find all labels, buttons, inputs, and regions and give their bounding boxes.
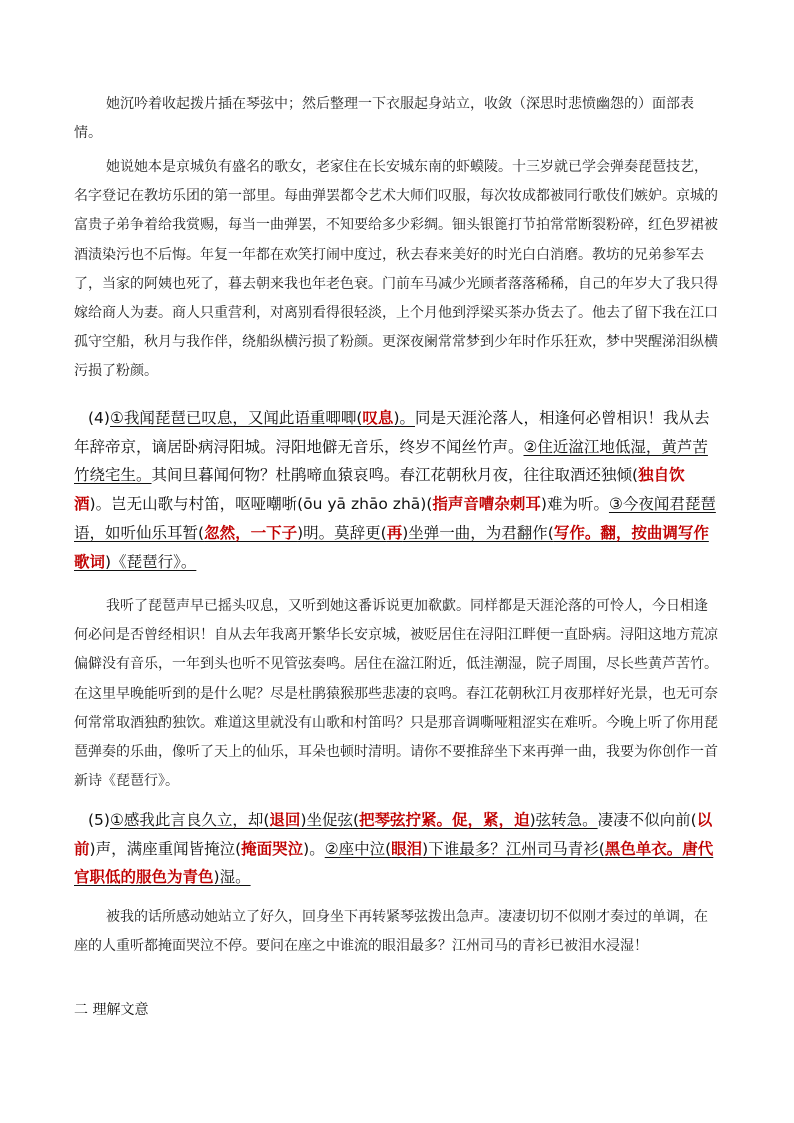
annotation: 退回 — [269, 811, 301, 829]
annotation: 再 — [386, 523, 403, 542]
translation-paragraph-2: 她说她本是京城负有盛名的歌女，老家住在长安城东南的虾蟆陵。十三岁就已学会弹奏琵琶技艺，名字登记在教坊乐团的第一部里。每曲弹罢都令艺术大师们叹服，每次妆成都被同行歌伎们嫉妒。京城的富贵子弟争着给我赏赐，每当一曲弹罢，不知要给多少彩绸。钿头银篦打节拍常常断裂粉碎，红色罗裙被酒渍染污也不后悔。年复一年都在欢笑打闹中度过，秋去春来美好的时光白白消磨。教坊的兄弟参军去了，当家的阿姨也死了，暮去朝来我也年老色衰。门前车马减少光顾者落落稀稀，自己的年岁大了我只得嫁给商人为妻。商人只重营利，对离别看得很轻淡，上个月他到浮梁买茶办货去了。他去了留下我在江口孤守空船，秋月与我作伴，绕船纵横污损了粉颜。更深夜阑常常梦到少年时作乐狂欢，梦中哭醒涕泪纵横污损了粉颜。 — [74, 159, 718, 380]
annotation: 写作。翻，按曲调写作歌词 — [74, 523, 709, 571]
section-heading: 二 理解文意 — [74, 1002, 149, 1018]
annotation: 指声音嘈杂刺耳 — [432, 495, 541, 514]
annotation: 把琴弦拧紧。促，紧，迫 — [359, 811, 530, 829]
underlined-sentence: ①我闻琵琶已叹息，又闻此语重唧唧(叹息)。 — [109, 409, 415, 427]
annotation: 眼泪 — [391, 839, 423, 858]
annotation: 独自饮酒 — [74, 466, 685, 514]
paragraph-number: (4) — [88, 409, 110, 427]
translation-paragraph-4: 被我的话所感动她站立了好久，回身坐下再转紧琴弦拨出急声。凄凄切切不似刚才奏过的单调，在座的人重听都掩面哭泣不停。要问在座之中谁流的眼泪最多？江州司马的青衫已被泪水浸湿！ — [74, 909, 708, 955]
annotation: 以前 — [74, 811, 713, 858]
underlined-sentence: ②住近湓江地低湿，黄芦苦竹绕宅生。 — [74, 437, 708, 485]
translation-paragraph-3: 我听了琵琶声早已摇头叹息，又听到她这番诉说更加欷歔。同样都是天涯沦落的可怜人，今日相逢何必问是否曾经相识！自从去年我离开繁华长安京城，被贬居住在浔阳江畔便一直卧病。浔阳这地方荒凉偏僻没有音乐，一年到头也听不见管弦奏鸣。居住在湓江附近，低洼潮湿，院子周围，尽长些黄芦苦竹。在这里早晚能听到的是什么呢？尽是杜鹃猿猴那些悲凄的哀鸣。春江花朝秋江月夜那样好光景，也无可奈何常常取酒独酌独饮。难道这里就没有山歌和村笛吗？只是那音调嘶哑粗涩实在难听。今晚上听了你用琵琶弹奏的乐曲，像听了天上的仙乐，耳朵也顿时清明。请你不要推辞坐下来再弹一曲，我要为你创作一首新诗《琵琶行》。 — [74, 598, 718, 790]
annotation: 黑色单衣。唐代官职低的服色为青色 — [74, 839, 714, 887]
underlined-sentence: ③今夜闻君琵琶语，如听仙乐耳暂(忽然，一下子)明。莫辞更(再)坐弹一曲，为君翻作(写作。翻，按曲调写作歌词)《琵琶行》。 — [74, 495, 716, 571]
underlined-sentence: ①感我此言良久立，却(退回)坐促弦(把琴弦拧紧。促，紧，迫)弦转急。 — [109, 811, 598, 829]
original-paragraph-4: (4)①我闻琵琶已叹息，又闻此语重唧唧(叹息)。同是天涯沦落人，相逢何必曾相识！我从去年辞帝京，谪居卧病浔阳城。浔阳地僻无音乐，终岁不闻丝竹声。②住近湓江地低湿，黄芦苦竹绕宅生。其间旦暮闻何物？杜鹃啼血猿哀鸣。春江花朝秋月夜，往往取酒还独倾(独自饮酒)。岂无山歌与村笛，呕哑嘲哳(ōu yā zhāo zhā)(指声音嘈杂刺耳)难为听。③今夜闻君琵琶语，如听仙乐耳暂(忽然，一下子)明。莫辞更(再)坐弹一曲，为君翻作(写作。翻，按曲调写作歌词)《琵琶行》。 — [74, 409, 716, 571]
annotation: 忽然，一下子 — [204, 523, 298, 542]
annotation: 叹息 — [362, 409, 394, 427]
paragraph-number: (5) — [88, 811, 110, 829]
translation-paragraph-1: 她沉吟着收起拨片插在琴弦中；然后整理一下衣服起身站立，收敛（深思时悲愤幽怨的）面部表情。 — [74, 96, 694, 142]
annotation: 掩面哭泣 — [241, 839, 304, 858]
underlined-sentence: ②座中泣(眼泪)下谁最多？江州司马青衫(黑色单衣。唐代官职低的服色为青色)湿。 — [74, 839, 714, 887]
original-paragraph-5: (5)①感我此言良久立，却(退回)坐促弦(把琴弦拧紧。促，紧，迫)弦转急。凄凄不似向前(以前)声，满座重闻皆掩泣(掩面哭泣)。②座中泣(眼泪)下谁最多？江州司马青衫(黑色单衣。唐代官职低的服色为青色)湿。 — [74, 811, 714, 887]
